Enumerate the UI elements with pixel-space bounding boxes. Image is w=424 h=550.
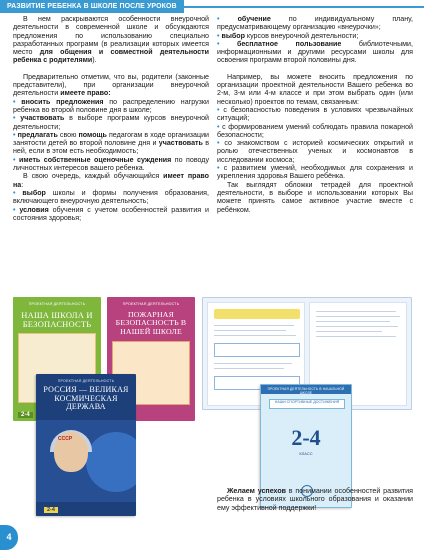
right-column <box>217 15 413 214</box>
helmet-badge: СССР <box>58 436 73 442</box>
list-item: • выбор курсов внеурочной деятельности; <box>217 31 359 40</box>
text-line <box>316 336 396 337</box>
header-rule <box>184 6 424 8</box>
book-series: ПРОЕКТНАЯ ДЕЯТЕЛЬНОСТЬ В НАЧАЛЬНОЙ ШКОЛЕ <box>267 387 345 395</box>
text-line <box>214 335 296 336</box>
student-rights-intro: В свою очередь, каждый обучающийся имеет право на: <box>13 172 210 189</box>
text-line <box>316 316 400 317</box>
page-heading-bar <box>214 309 300 319</box>
list-item: • с развитием умений, необходимых для сохранения и укрепления здоровья Вашего ребёнка. <box>217 164 413 181</box>
text-line <box>316 321 390 322</box>
list-item: • вносить предложения по распределению нагрузки ребенка во второй половине дня в школе; <box>13 97 209 114</box>
bullet-icon: • <box>217 105 220 114</box>
bullet-icon: • <box>13 130 16 139</box>
intro-paragraph: В нем раскрываются особенности внеурочной деятельности в современной школе и обсуждаются предложения по использованию специально разработанных программ (в реализации которых имеется место для общения и совместной деятельности ребенка с родителями). <box>13 15 209 65</box>
bullet-icon: • <box>13 114 16 123</box>
class-label: КЛАСС <box>299 451 313 456</box>
book-title: НАШИ СПОРТИВНЫЕ ДОСТИЖЕНИЯ <box>269 399 345 409</box>
bullet-icon: • <box>13 155 16 164</box>
bullet-icon: • <box>217 122 220 131</box>
text-line <box>214 363 292 364</box>
list-item: • со знакомством с историей космических открытий и ролью отечественных ученых и космонавтов в исследовании космоса; <box>217 139 413 164</box>
page-header <box>0 0 424 13</box>
text-line <box>214 325 294 326</box>
parents-rights-intro: Предварительно отметим, что вы, родители (законные представители), при организации внеурочной деятельности имеете право: <box>13 72 209 98</box>
answer-box <box>214 343 300 357</box>
list-item: • выбор школы и формы получения образования, включающего внеурочную деятельность; <box>13 188 209 206</box>
bullet-icon: • <box>13 205 16 214</box>
bullet-icon: • <box>217 39 220 48</box>
closing-wish: Желаем успехов в понимании особенностей развития ребенка в условиях школьного образования и оказании ему эффективной поддержки! <box>217 487 413 512</box>
book-grade: 2-4 <box>18 412 33 418</box>
list-item: • с безопасностью поведения в условиях чрезвычайных ситуаций; <box>217 105 413 123</box>
text-line <box>214 368 284 369</box>
covers-paragraph: Так выглядят обложки тетрадей для проектной деятельности, в выборе и использовании которых Вы можете принять самое активное участие вместе с ребёнком. <box>217 180 413 214</box>
book-series: ПРОЕКТНАЯ ДЕЯТЕЛЬНОСТЬ <box>57 379 115 383</box>
bullet-icon: • <box>13 188 16 197</box>
page-number: 4 <box>0 525 18 550</box>
book-series: ПРОЕКТНАЯ ДЕЯТЕЛЬНОСТЬ <box>28 302 86 306</box>
book-grade: 2-4 <box>44 507 58 513</box>
text-line <box>214 330 286 331</box>
list-item: • иметь собственные оценочные суждения по поводу личностных интересов вашего ребенка. <box>13 155 209 173</box>
list-item: • с формированием умений соблюдать правила пожарной безопасности; <box>217 122 413 139</box>
list-item: • бесплатное пользование библиотечными, информационными и другими ресурсами школы для освоения программ второй половины дня. <box>217 39 413 65</box>
list-item: • обучение по индивидуальному плану, предусматривающему организацию «внеурочки»; <box>217 15 413 32</box>
bullet-icon: • <box>217 139 220 148</box>
bullet-icon: • <box>13 97 16 106</box>
book-cover-space-power <box>36 374 136 516</box>
text-line <box>316 311 396 312</box>
left-column <box>13 15 209 222</box>
book-title: НАША ШКОЛА И БЕЗОПАСНОСТЬ <box>21 310 93 329</box>
section-title: РАЗВИТИЕ РЕБЕНКА В ШКОЛЕ ПОСЛЕ УРОКОВ <box>0 0 184 13</box>
bullet-icon: • <box>217 15 220 23</box>
bullet-icon: • <box>217 164 220 173</box>
list-item: • участвовать в выборе программ курсов внеурочной деятельности; <box>13 114 209 131</box>
book-title: РОССИЯ — ВЕЛИКАЯ КОСМИЧЕСКАЯ ДЕРЖАВА <box>43 385 129 412</box>
list-item: • предлагать свою помощь педагогам в ходе организации занятости детей во второй половине дня и участвовать в ней, если в этом есть необходимость; <box>13 130 209 156</box>
book-grade: 2-4 <box>291 425 321 450</box>
book-title: ПОЖАРНАЯ БЕЗОПАСНОСТЬ В НАШЕЙ ШКОЛЕ <box>115 310 187 336</box>
projects-paragraph: Например, вы можете вносить предложения по организации проектной деятельности Вашего ребенка во 2-м, 3-м или 4-м классе и при этом выбрать один (или несколько) проектов по темам, связанным: <box>217 72 413 106</box>
text-line <box>316 331 382 332</box>
book-series: ПРОЕКТНАЯ ДЕЯТЕЛЬНОСТЬ <box>122 302 180 306</box>
bullet-icon: • <box>217 31 220 40</box>
list-item: • условия обучения с учетом особенностей развития и состояния здоровья; <box>13 205 209 222</box>
text-line <box>316 326 398 327</box>
